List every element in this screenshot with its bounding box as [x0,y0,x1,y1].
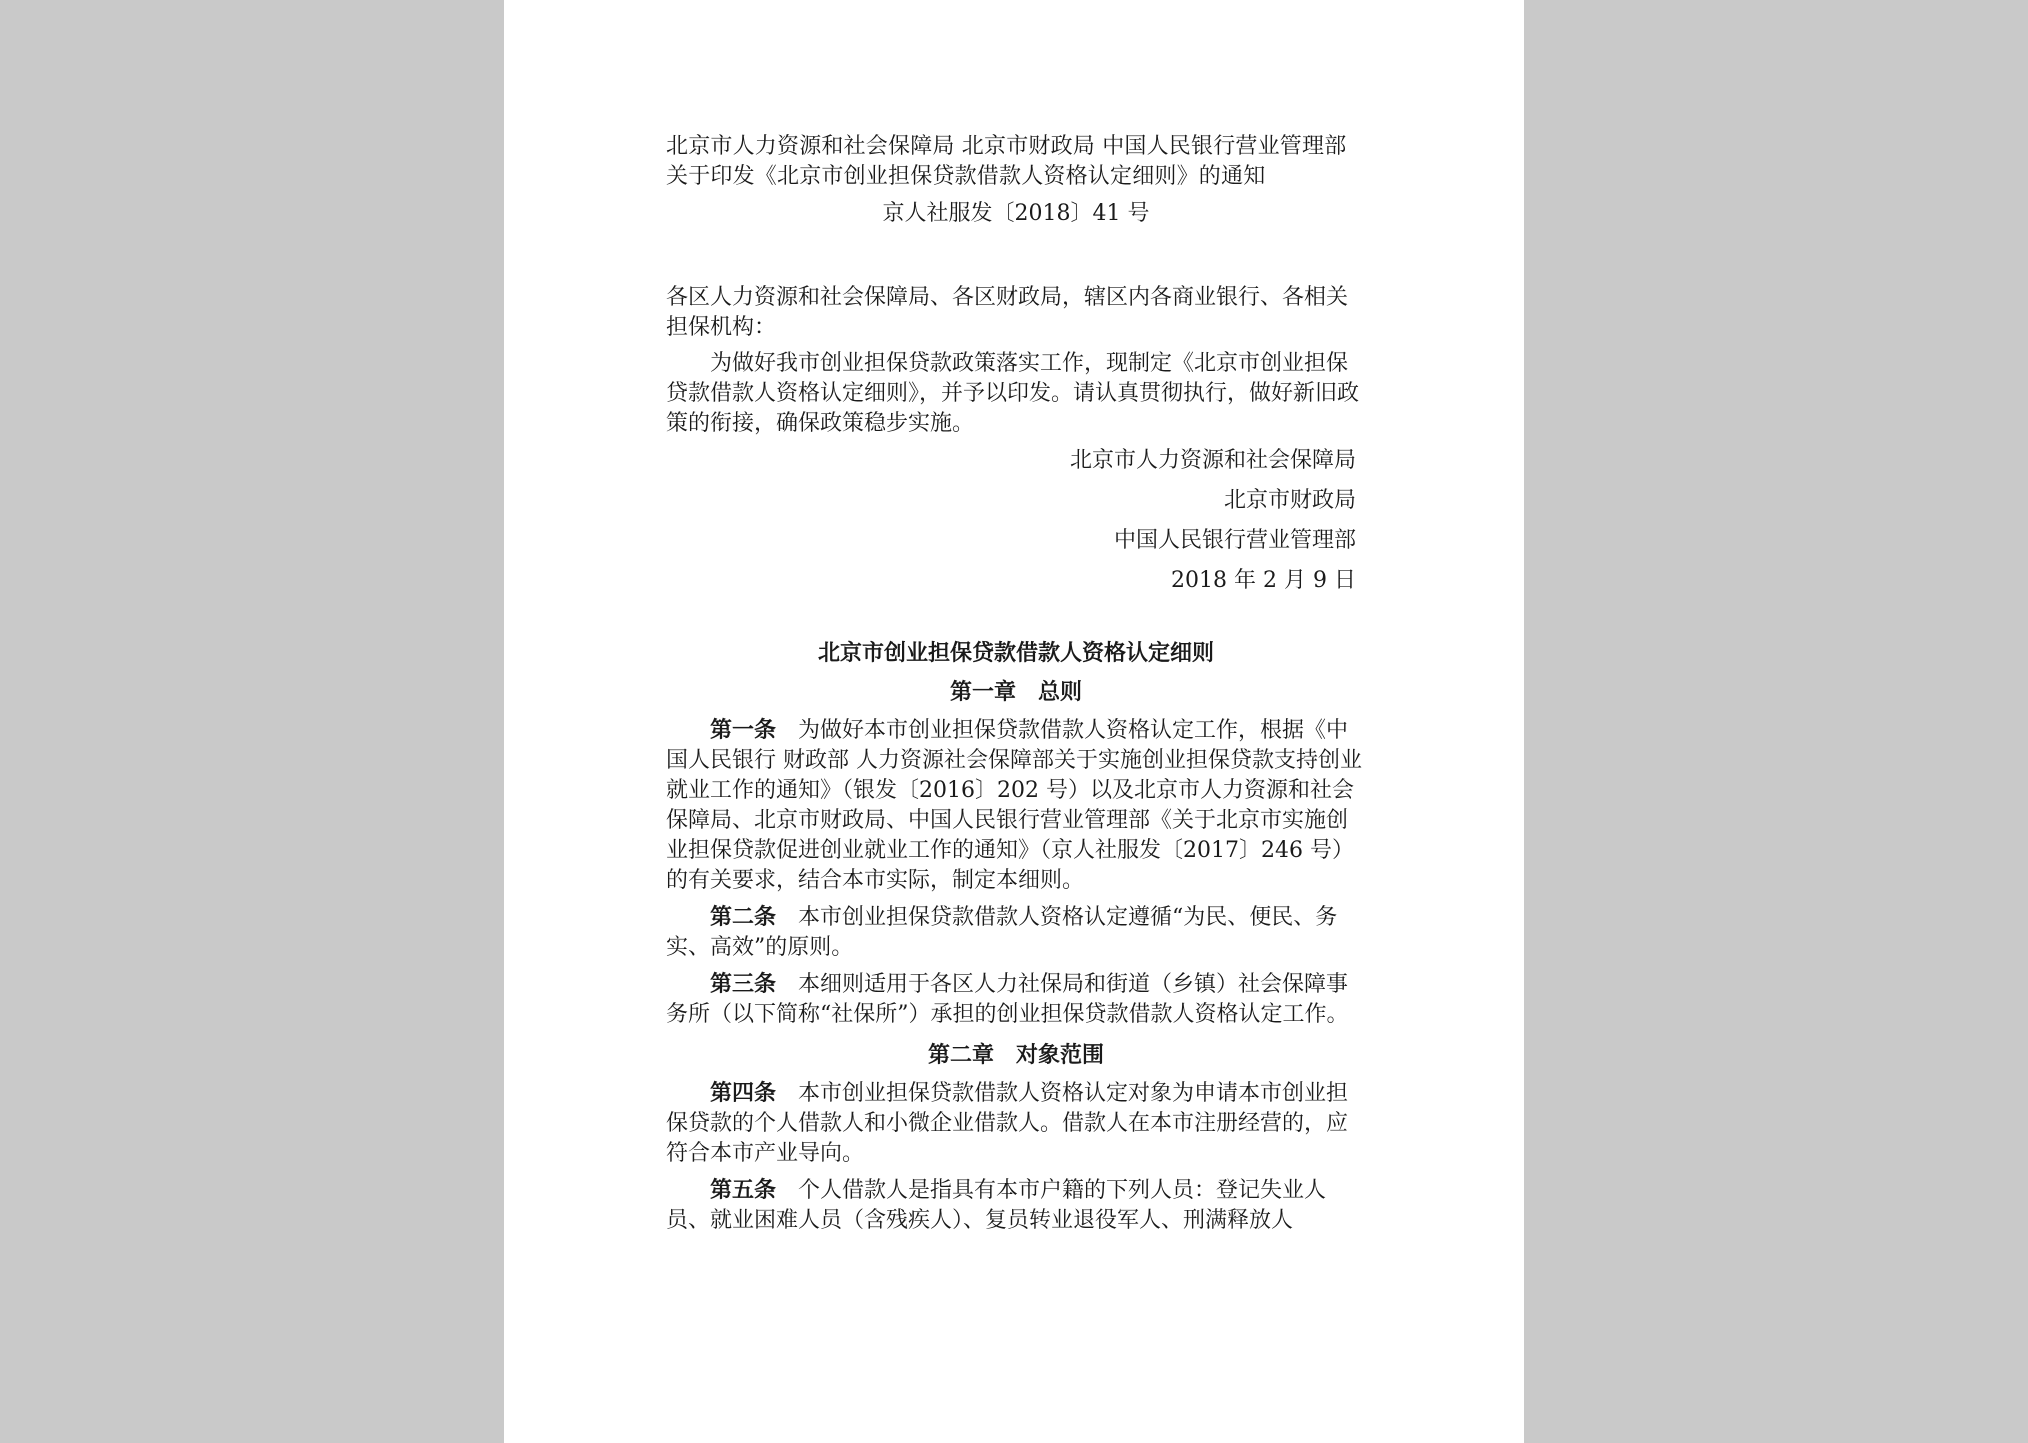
article-5 [666,1175,1366,1236]
signature-issuer-finance: 北京市财政局 [1223,488,1356,513]
signature-block [666,441,1366,601]
rules-title: 北京市创业担保贷款借款人资格认定细则 [817,640,1214,666]
document-number: 京人社服发〔2018〕41 号 [882,201,1150,226]
article-label: 第五条 [710,1177,777,1203]
article-text: 个人借款人是指具有本市户籍的下列人员：登记失业人员、就业困难人员（含残疾人）、复员转业退役军人、刑满释放人 [666,1178,1327,1233]
chapter-number: 第一章 [949,679,1016,705]
article-text: 本市创业担保贷款借款人资格认定遵循“为民、便民、务实、高效”的原则。 [666,905,1338,960]
chapter-heading [666,673,1366,711]
chapter-heading [666,1036,1366,1074]
signature-issuer-pboc: 中国人民银行营业管理部 [1113,528,1356,553]
article-text: 本市创业担保贷款借款人资格认定对象为申请本市创业担保贷款的个人借款人和小微企业借款人。借款人在本市注册经营的，应符合本市产业导向。 [666,1081,1349,1166]
article-label: 第三条 [710,971,777,997]
signature-issuer-hrss: 北京市人力资源和社会保障局 [1069,448,1356,473]
notice-title: 北京市人力资源和社会保障局 北京市财政局 中国人民银行营业管理部关于印发《北京市创业担保贷款借款人资格认定细则》的通知 [666,134,1347,189]
article-2 [666,902,1366,963]
article-4 [666,1078,1366,1169]
document-content [666,132,1366,1242]
chapter-name: 对象范围 [1016,1042,1105,1068]
article-text: 为做好本市创业担保贷款借款人资格认定工作，根据《中国人民银行 财政部 人力资源社会保障部关于实施创业担保贷款支持创业就业工作的通知》（银发〔2016〕202 号）以及北京市人力资源和社会保障局、北京市财政局、中国人民银行营业管理部《关于北京市实施创业担保贷款促进创业就业工作的通知》（京人社服发〔2017〕246 号）的有关要求，结合本市实际，制定本细则。 [666,718,1362,893]
article-label: 第二条 [710,904,777,930]
notice-body: 为做好我市创业担保贷款政策落实工作，现制定《北京市创业担保贷款借款人资格认定细则》，并予以印发。请认真贯彻执行，做好新旧政策的衔接，确保政策稳步实施。 [666,351,1360,436]
article-label: 第一条 [710,717,777,743]
signature-date: 2018 年 2 月 9 日 [1171,568,1356,593]
chapter-number: 第二章 [927,1042,994,1068]
chapter-name: 总则 [1038,679,1083,705]
document-page [504,0,1524,1443]
salutation: 各区人力资源和社会保障局、各区财政局，辖区内各商业银行、各相关担保机构： [666,285,1349,340]
article-3 [666,969,1366,1030]
article-label: 第四条 [710,1080,777,1106]
article-1 [666,715,1366,896]
article-text: 本细则适用于各区人力社保局和街道（乡镇）社会保障事务所（以下简称“社保所”）承担的创业担保贷款借款人资格认定工作。 [666,972,1349,1027]
